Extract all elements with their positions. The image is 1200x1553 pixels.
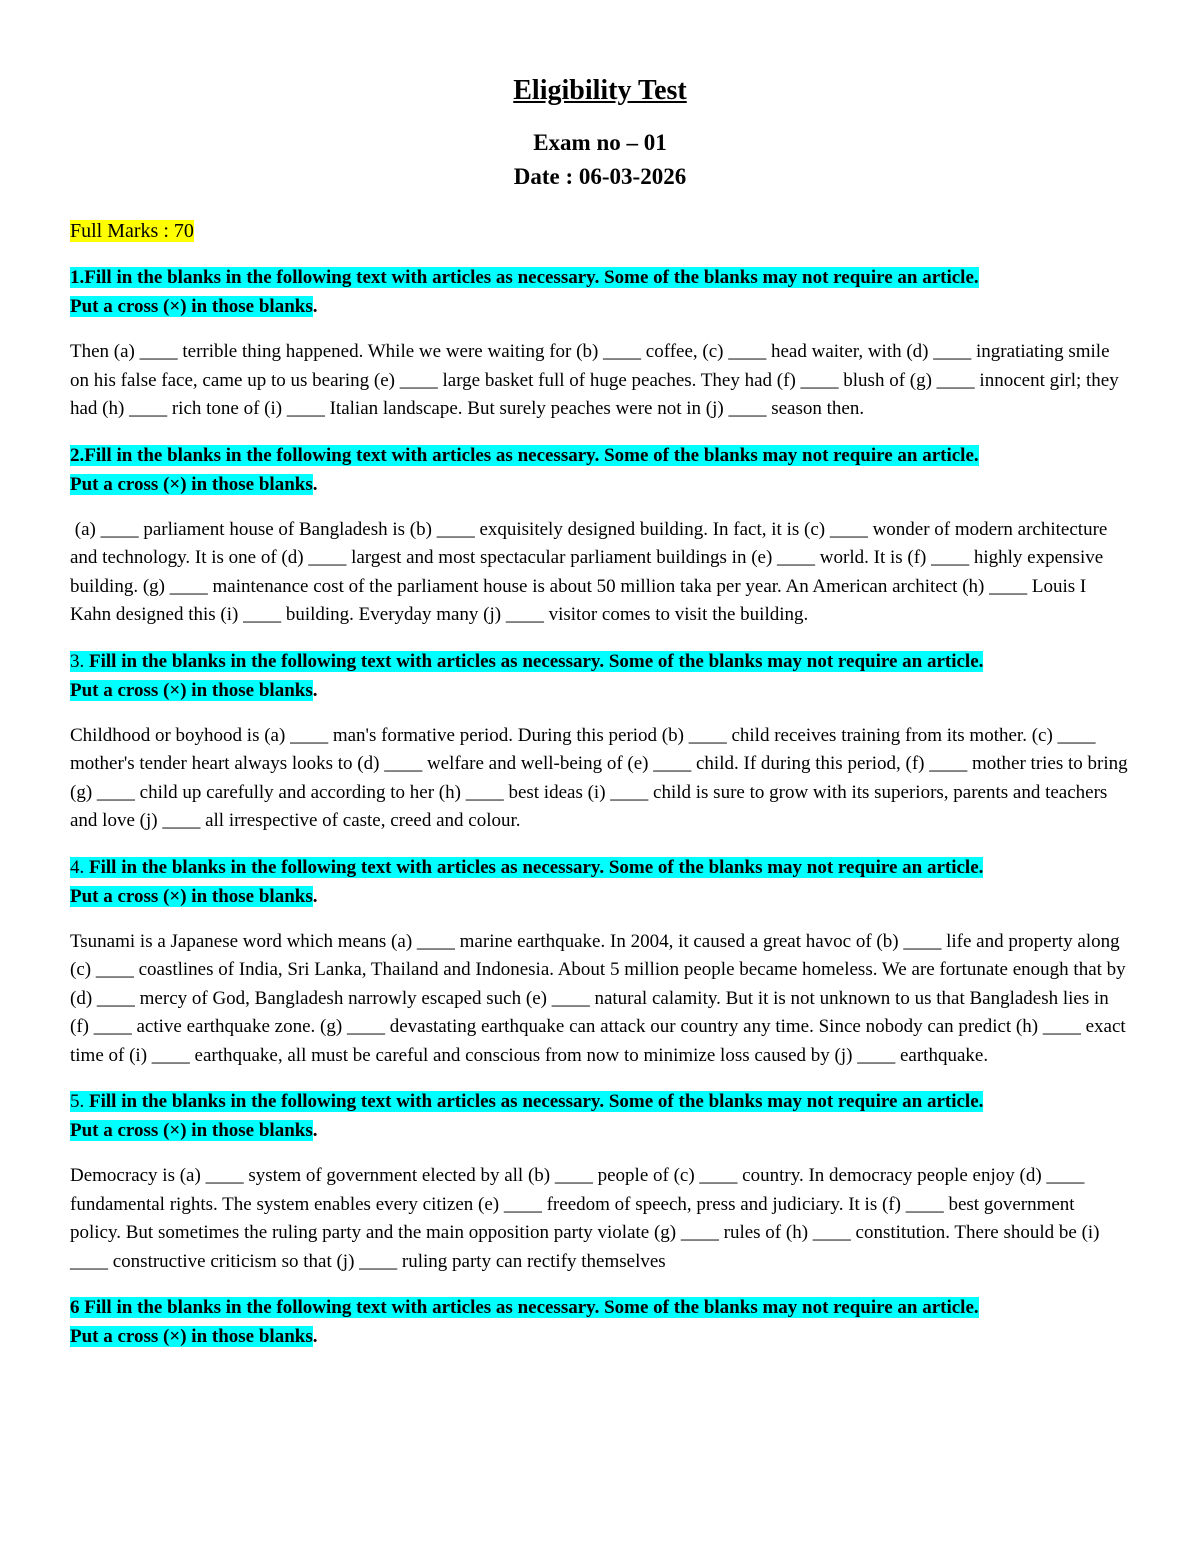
instruction-text: Fill in the blanks in the following text with articles as necessary. Some of the blanks may not require an article. [79,1297,979,1318]
question-number: 2. [70,444,85,466]
full-marks-label: Full Marks : 70 [70,220,194,242]
question-3 [70,647,1130,836]
question-4 [70,853,1130,1071]
question-5-instruction [70,1087,1130,1145]
question-3-instruction [70,647,1130,705]
question-number: 4. [70,856,85,878]
question-4-instruction [70,853,1130,911]
question-4-text: Tsunami is a Japanese word which means (a) ____ marine earthquake. In 2004, it caused a great havoc of (b) ____ life and property along (c) ____ coastlines of India, Sri Lanka, Thailand and Indonesia. About 5 million people became homeless. We are fortunate enough that by (d) ____ mercy of God, Bangladesh narrowly escaped such (e) ____ natural calamity. But it is not unknown to us that Bangladesh lies in (f) ____ active earthquake zone. (g) ____ devastating earthquake can attack our country any time. Since nobody can predict (h) ____ exact time of (i) ____ earthquake, all must be careful and conscious from now to minimize loss caused by (j) ____ earthquake. [70,930,1126,1066]
question-6 [70,1293,1130,1351]
question-6-instruction [70,1293,1130,1351]
exam-date: Date : 06-03-2026 [513,164,687,189]
question-1 [70,263,1130,424]
instruction-period: . [312,473,318,495]
question-5 [70,1087,1130,1276]
question-number: 5. [70,1091,85,1112]
question-3-text: Childhood or boyhood is (a) ____ man's formative period. During this period (b) ____ child receives training from its mother. (c) ____ mother's tender heart always looks to (d) ____ welfare and well-being of (e) ____ child. If during this period, (f) ____ mother tries to bring (g) ____ child up carefully and according to her (h) ____ best ideas (i) ____ child is sure to grow with its superiors, parents and teachers and love (j) ____ all irrespective of caste, creed and colour. [70,724,1128,831]
instruction-text-line2: Put a cross (×) in those blanks [70,1326,313,1347]
question-1-text: Then (a) ____ terrible thing happened. While we were waiting for (b) ____ coffee, (c) ____ head waiter, with (d) ____ ingratiating smile on his false face, came up to us bearing (e) ____ large basket full of huge peaches. They had (f) ____ blush of (g) ____ innocent girl; they had (h) ____ rich tone of (i) ____ Italian landscape. But surely peaches were not in (j) ____ season then. [70,341,1119,419]
instruction-text: Fill in the blanks in the following text with articles as necessary. Some of the blanks may not require an article. [84,650,984,672]
exam-number: Exam no – 01 [533,130,667,155]
instruction-period: . [312,885,318,907]
instruction-text-line2: Put a cross (×) in those blanks [70,296,313,317]
question-number: 1. [70,267,85,288]
instruction-text-line2: Put a cross (×) in those blanks [70,885,313,907]
instruction-period: . [312,679,318,701]
instruction-text: Fill in the blanks in the following text with articles as necessary. Some of the blanks may not require an article. [84,267,979,288]
question-1-instruction [70,263,1130,321]
instruction-period: . [312,296,318,317]
question-2 [70,441,1130,630]
question-2-instruction [70,441,1130,499]
page-title: Eligibility Test [513,75,687,106]
question-number: 6 [70,1297,80,1318]
question-5-text: Democracy is (a) ____ system of government elected by all (b) ____ people of (c) ____ country. In democracy people enjoy (d) ____ fundamental rights. The system enables every citizen (e) ____ freedom of speech, press and judiciary. It is (f) ____ best government policy. But sometimes the ruling party and the main opposition party violate (g) ____ rules of (h) ____ constitution. There should be (i) ____ constructive criticism so that (j) ____ ruling party can rectify themselves [70,1165,1100,1272]
instruction-text-line2: Put a cross (×) in those blanks [70,1120,313,1141]
instruction-text: Fill in the blanks in the following text with articles as necessary. Some of the blanks may not require an article. [84,856,984,878]
instruction-period: . [312,1326,318,1347]
full-marks [70,216,1130,246]
instruction-text: Fill in the blanks in the following text with articles as necessary. Some of the blanks may not require an article. [84,444,979,466]
question-number: 3. [70,650,85,672]
instruction-text-line2: Put a cross (×) in those blanks [70,473,313,495]
instruction-text-line2: Put a cross (×) in those blanks [70,679,313,701]
question-2-text: (a) ____ parliament house of Bangladesh is (b) ____ exquisitely designed building. In fact, it is (c) ____ wonder of modern architecture and technology. It is one of (d) ____ largest and most spectacular parliament buildings in (e) ____ world. It is (f) ____ highly expensive building. (g) ____ maintenance cost of the parliament house is about 50 million taka per year. An American architect (h) ____ Louis I Kahn designed this (i) ____ building. Everyday many (j) ____ visitor comes to visit the building. [70,518,1113,625]
instruction-text: Fill in the blanks in the following text with articles as necessary. Some of the blanks may not require an article. [84,1091,984,1112]
instruction-period: . [312,1120,318,1141]
